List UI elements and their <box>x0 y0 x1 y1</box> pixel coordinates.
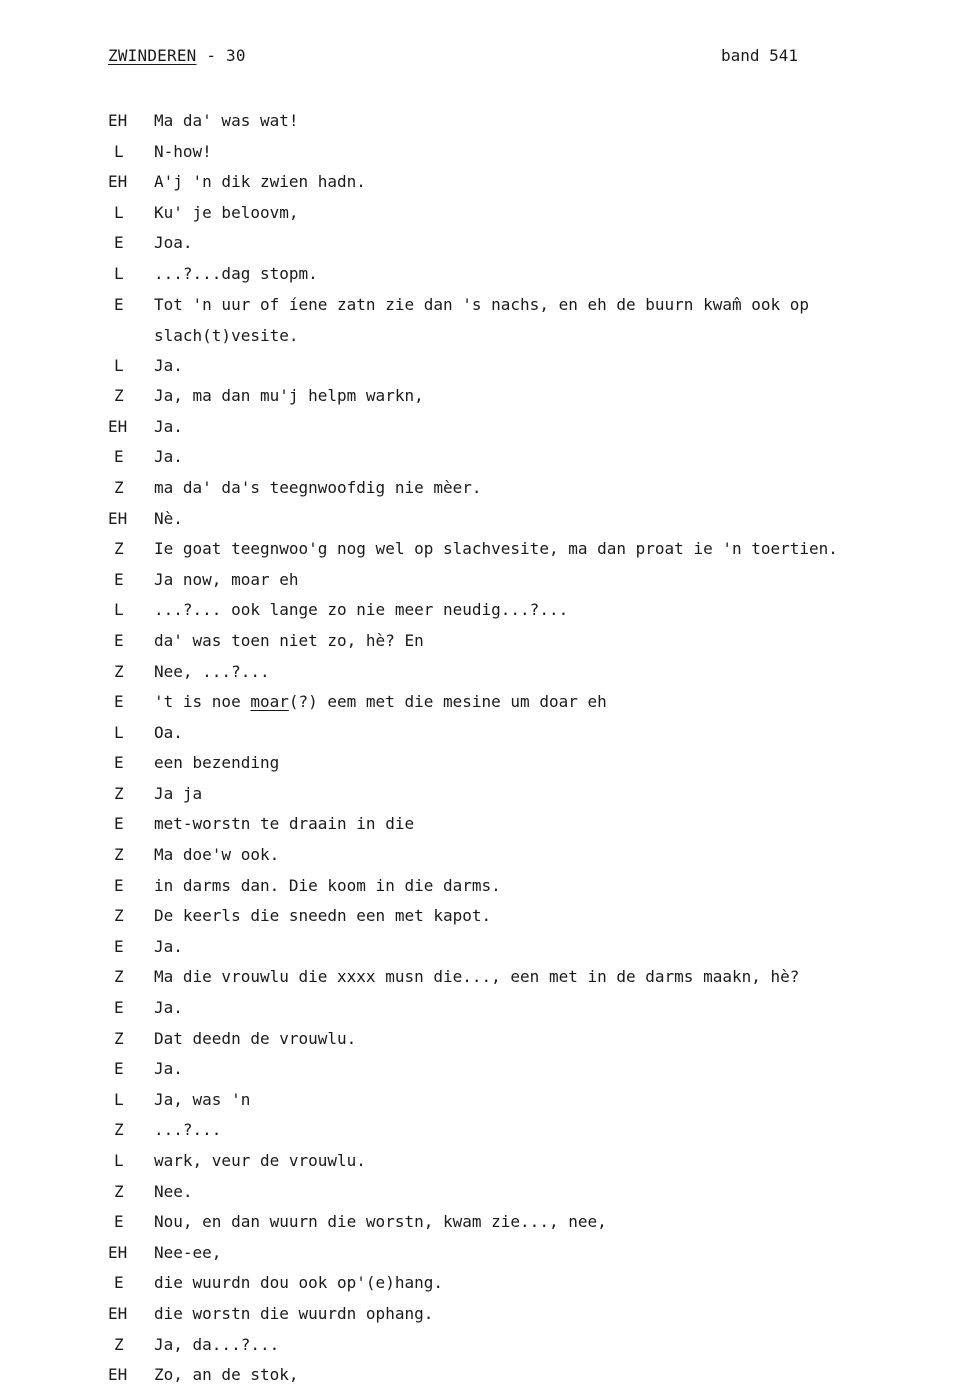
utterance-text <box>154 689 933 720</box>
utterance-text: Ja. <box>154 998 183 1018</box>
utterance-text: Ja, da...?... <box>154 1334 280 1354</box>
page-number: 30 <box>226 46 246 65</box>
speaker-label: L <box>114 355 124 375</box>
speaker-label: Z <box>114 1028 124 1048</box>
utterance-text: Ja, ma dan mu'j helpm warkn, <box>154 386 424 406</box>
transcript-line <box>108 506 933 537</box>
speaker-label: L <box>114 202 124 222</box>
speaker-label: E <box>114 692 124 712</box>
speaker-label: E <box>114 936 124 956</box>
transcript-line <box>108 964 933 995</box>
transcript-line <box>108 995 933 1026</box>
speaker-label: E <box>114 814 124 834</box>
transcript-line <box>108 628 933 659</box>
transcript-line <box>108 353 933 384</box>
speaker-label: E <box>114 294 124 314</box>
utterance-text: da' was toen niet zo, hè? En <box>154 630 424 650</box>
utterance-text: Ja now, moar eh <box>154 569 299 589</box>
utterance-text: met-worstn te draain in die <box>154 814 415 834</box>
transcript-line <box>108 659 933 690</box>
transcript-line <box>108 1270 933 1301</box>
utterance-text: die wuurdn dou ook op'(e)hang. <box>154 1273 443 1293</box>
speaker-label: E <box>114 1212 124 1232</box>
utterance-text: Nou, en dan wuurn die worstn, kwam zie..., nee, <box>154 1212 607 1232</box>
speaker-label: Z <box>114 1181 124 1201</box>
transcript-line <box>108 200 933 231</box>
utterance-text: Ja. <box>154 447 183 467</box>
transcript-line <box>108 1362 933 1393</box>
utterance-text: Dat deedn de vrouwlu. <box>154 1028 357 1048</box>
speaker-label: E <box>114 753 124 773</box>
transcript-line <box>108 1117 933 1148</box>
utterance-text: Nee-ee, <box>154 1242 222 1262</box>
transcript-line <box>108 1148 933 1179</box>
utterance-text: Joa. <box>154 233 193 253</box>
band-number: band 541 <box>720 46 798 65</box>
transcript-line <box>108 903 933 934</box>
utterance-text: Ja. <box>154 355 183 375</box>
transcript-line <box>108 842 933 873</box>
speaker-label: EH <box>108 1242 128 1262</box>
underlined-word: moar <box>250 692 289 712</box>
speaker-label: E <box>114 1059 124 1079</box>
speaker-label: L <box>114 600 124 620</box>
speaker-label: Z <box>114 477 124 497</box>
utterance-text: een bezending <box>154 753 280 773</box>
speaker-label: Z <box>114 386 124 406</box>
utterance-text: Ma da' was wat! <box>154 111 299 130</box>
transcript-line <box>108 720 933 751</box>
speaker-label: L <box>114 1151 124 1170</box>
speaker-label: E <box>114 875 124 895</box>
utterance-text: ...?... ook lange zo nie meer neudig...?... <box>154 600 569 620</box>
speaker-label: Z <box>114 539 124 559</box>
utterance-text: Zo, an de stok, <box>154 1365 299 1385</box>
utterance-text-part: 't is noe <box>154 692 251 712</box>
utterance-text: Ja ja <box>154 783 203 803</box>
utterance-text: Ku' je beloovm, <box>154 202 299 222</box>
utterance-text: Ma die vrouwlu die xxxx musn die..., een met in de darms maakn, hè? <box>154 967 800 987</box>
speaker-label: E <box>114 1273 124 1293</box>
transcript-line <box>108 1026 933 1057</box>
utterance-text: Ja. <box>154 416 183 436</box>
transcript-line <box>108 414 933 445</box>
speaker-label: EH <box>108 416 128 436</box>
transcript-line <box>108 1240 933 1271</box>
utterance-text: ma da' da's teegnwoofdig nie mèer. <box>154 477 482 497</box>
speaker-label: EH <box>108 508 128 528</box>
transcript-line <box>108 811 933 842</box>
transcript-line <box>108 169 933 200</box>
transcript-line <box>108 1056 933 1087</box>
transcript-line <box>108 1332 933 1363</box>
speaker-label: Z <box>114 1120 124 1140</box>
speaker-label: EH <box>108 172 128 192</box>
transcript-line <box>108 536 933 567</box>
utterance-text: in darms dan. Die koom in die darms. <box>154 875 501 895</box>
utterance-text: Nee. <box>154 1181 193 1201</box>
utterance-text: wark, veur de vrouwlu. <box>154 1151 366 1170</box>
utterance-text: Tot 'n uur of íene zatn zie dan 's nachs, en eh de buurn kwam̂ ook op slach(t)vesite. <box>154 294 810 345</box>
speaker-label: EH <box>108 1303 128 1323</box>
transcript-line <box>108 781 933 812</box>
transcript-line <box>108 934 933 965</box>
utterance-text: N-how! <box>154 141 212 161</box>
transcript-line <box>108 475 933 506</box>
transcript-line <box>108 689 933 720</box>
transcript-line <box>108 1301 933 1332</box>
utterance-text: De keerls die sneedn een met kapot. <box>154 906 492 926</box>
speaker-label: E <box>114 447 124 467</box>
speaker-label: E <box>114 569 124 589</box>
utterance-text: ...?...dag stopm. <box>154 263 318 283</box>
speaker-label: EH <box>108 111 128 130</box>
utterance-text: Oa. <box>154 722 183 742</box>
utterance-text: A'j 'n dik zwien hadn. <box>154 172 366 192</box>
utterance-text: die worstn die wuurdn ophang. <box>154 1303 434 1323</box>
utterance-text: Ja, was 'n <box>154 1089 251 1109</box>
speaker-label: Z <box>114 661 124 681</box>
utterance-text: Ma doe'w ook. <box>154 845 280 865</box>
transcript-line <box>108 444 933 475</box>
speaker-label: EH <box>108 1365 128 1385</box>
transcript-line <box>108 1087 933 1118</box>
speaker-label: E <box>114 630 124 650</box>
transcript-line <box>108 261 933 292</box>
speaker-label: Z <box>114 845 124 865</box>
speaker-label: Z <box>114 906 124 926</box>
place-name: ZWINDEREN <box>108 46 197 65</box>
transcript-line <box>108 567 933 598</box>
speaker-label: L <box>114 263 124 283</box>
transcript-line <box>108 1179 933 1210</box>
transcript-line <box>108 750 933 781</box>
transcript <box>108 108 933 1393</box>
transcript-line <box>108 230 933 261</box>
transcript-line <box>108 139 933 170</box>
utterance-text: Ie goat teegnwoo'g nog wel op slachvesite, ma dan proat ie 'n toertien. <box>154 539 838 559</box>
utterance-text: ...?... <box>154 1120 222 1140</box>
speaker-label: Z <box>114 1334 124 1354</box>
transcript-line <box>108 292 933 353</box>
utterance-text: Nee, ...?... <box>154 661 270 681</box>
title-separator: - <box>196 46 226 65</box>
page-title <box>108 46 246 65</box>
speaker-label: Z <box>114 967 124 987</box>
transcript-line <box>108 1209 933 1240</box>
speaker-label: E <box>114 233 124 253</box>
transcript-line <box>108 108 933 139</box>
speaker-label: L <box>114 141 124 161</box>
speaker-label: L <box>114 722 124 742</box>
speaker-label: L <box>114 1089 124 1109</box>
utterance-text: Ja. <box>154 936 183 956</box>
utterance-text: Ja. <box>154 1059 183 1079</box>
speaker-label: Z <box>114 783 124 803</box>
transcript-line <box>108 873 933 904</box>
utterance-text-part: (?) eem met die mesine um doar eh <box>288 692 607 712</box>
transcript-line <box>108 383 933 414</box>
page-header <box>108 46 798 70</box>
utterance-text: Nè. <box>154 508 183 528</box>
transcript-line <box>108 597 933 628</box>
speaker-label: E <box>114 998 124 1018</box>
